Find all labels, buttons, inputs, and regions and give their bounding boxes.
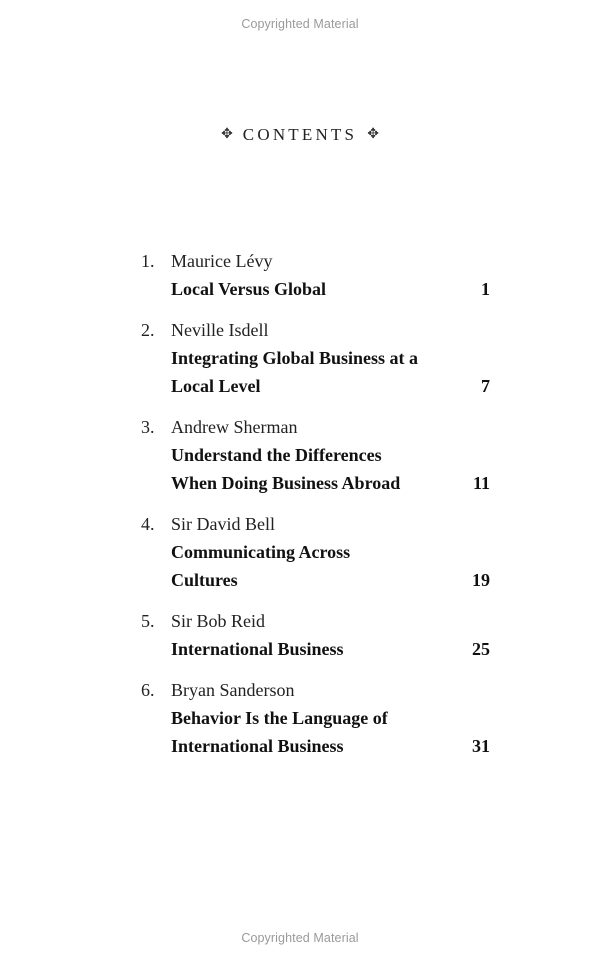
chapter-title-continued: Cultures — [171, 570, 238, 590]
table-of-contents — [0, 247, 600, 773]
chapter-page-number: 25 — [472, 639, 490, 659]
chapter-title: International Business — [171, 639, 344, 659]
chapter-title: Integrating Global Business at a — [171, 348, 419, 368]
chapter-number: 1. — [141, 251, 155, 271]
toc-entry-6[interactable] — [0, 676, 600, 760]
toc-entry-4[interactable] — [0, 510, 600, 594]
right-ornament-icon: ✥ — [367, 127, 379, 142]
chapter-title-continued: Local Level — [171, 376, 261, 396]
chapter-number: 2. — [141, 320, 155, 340]
chapter-number: 3. — [141, 417, 155, 437]
chapter-author: Sir Bob Reid — [171, 611, 266, 631]
chapter-page-number: 11 — [472, 473, 490, 493]
toc-entry-3[interactable] — [0, 413, 600, 497]
copyright-watermark-bottom: Copyrighted Material — [241, 931, 359, 945]
chapter-author: Sir David Bell — [171, 514, 275, 534]
chapter-title: Local Versus Global — [171, 279, 327, 299]
chapter-page-number: 1 — [481, 279, 490, 299]
page-title: CONTENTS — [242, 125, 358, 144]
chapter-number: 6. — [141, 680, 155, 700]
chapter-author: Neville Isdell — [171, 320, 269, 340]
chapter-author: Maurice Lévy — [171, 251, 273, 271]
chapter-page-number: 7 — [481, 376, 490, 396]
toc-entry-1[interactable] — [0, 247, 600, 303]
chapter-title: Understand the Differences — [171, 445, 382, 465]
chapter-author: Andrew Sherman — [171, 417, 298, 437]
chapter-author: Bryan Sanderson — [171, 680, 295, 700]
chapter-number: 4. — [141, 514, 155, 534]
left-ornament-icon: ✥ — [221, 127, 233, 142]
chapter-number: 5. — [141, 611, 155, 631]
chapter-page-number: 31 — [472, 736, 490, 756]
toc-entry-5[interactable] — [0, 607, 600, 663]
chapter-title-continued: When Doing Business Abroad — [171, 473, 401, 493]
chapter-title: Behavior Is the Language of — [171, 708, 388, 728]
chapter-title: Communicating Across — [171, 542, 351, 562]
contents-heading — [0, 125, 600, 145]
chapter-page-number: 19 — [472, 570, 490, 590]
copyright-watermark-top: Copyrighted Material — [241, 17, 359, 31]
chapter-title-continued: International Business — [171, 736, 344, 756]
toc-entry-2[interactable] — [0, 316, 600, 400]
